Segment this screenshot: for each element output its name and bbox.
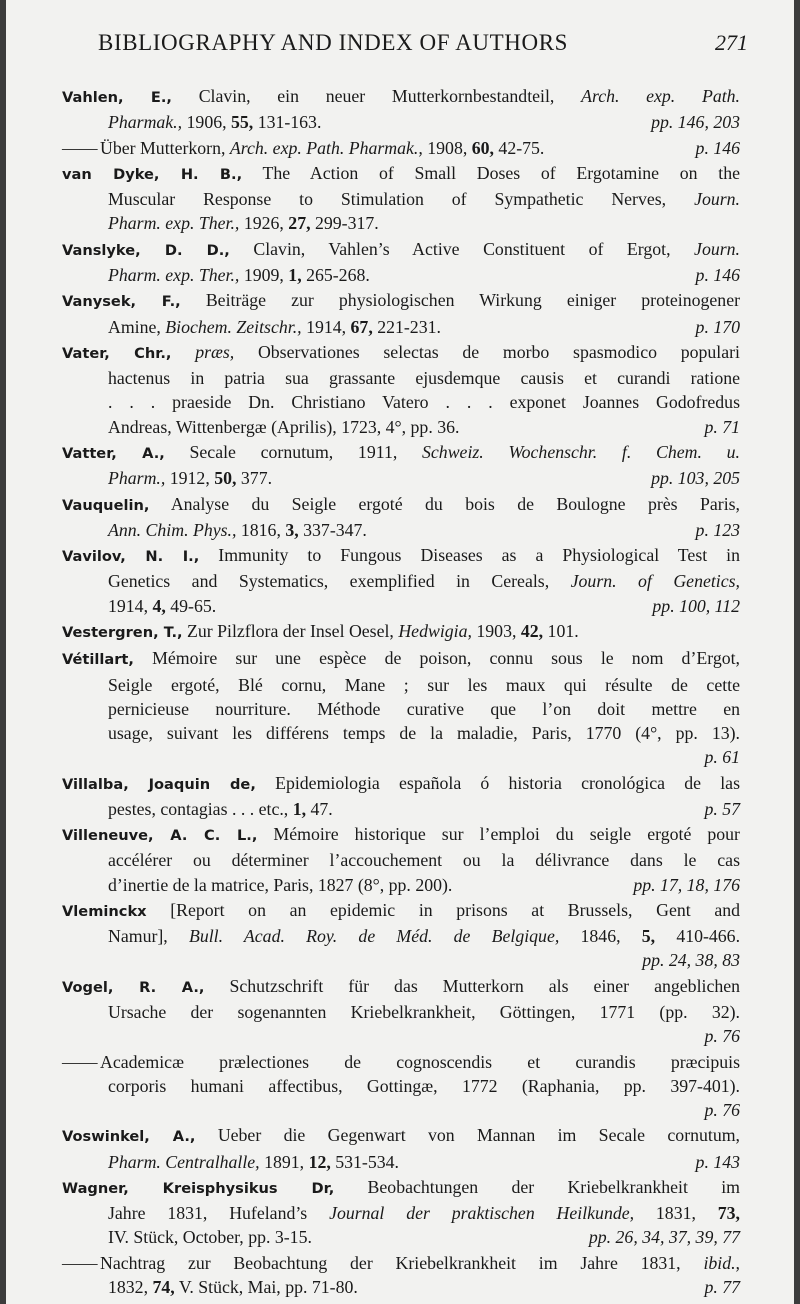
volume: 4, [152, 595, 166, 616]
entry-text: 410-466. [676, 926, 741, 947]
bib-entry [62, 822, 740, 897]
author-name: Vestergren, T., [62, 623, 183, 641]
bib-entry [62, 237, 740, 287]
page-refs: pp. 17, 18, 176 [633, 874, 740, 895]
page-refs: p. 143 [695, 1151, 740, 1172]
journal-title: Pharm. exp. Ther., [108, 264, 240, 285]
author-name: Vater, Chr., [62, 344, 172, 362]
entry-text: 131-163. [257, 112, 322, 133]
author-name: Vleminckx [62, 902, 147, 920]
bibliography-list [62, 84, 740, 1300]
bib-entry [62, 340, 740, 439]
entry-text: Seigle ergoté, Blé cornu, Mane ; sur les maux qui résulte de cette [108, 674, 740, 695]
entry-text: 221-231. [377, 316, 441, 337]
page-refs: p. 123 [695, 519, 740, 540]
entry-text: 1908, [427, 137, 468, 158]
page-refs: p. 77 [704, 1276, 740, 1297]
journal-title: Pharm., [108, 468, 166, 489]
ditto-dash: —— [62, 1051, 98, 1072]
entry-text: 1914, [306, 316, 347, 337]
entry-text: 377. [240, 468, 273, 489]
author-name: Vétillart, [62, 651, 134, 669]
author-name: Voswinkel, A., [62, 1128, 196, 1146]
entry-text: Clavin, Vahlen’s Active Constituent of Ergot, [253, 238, 671, 259]
journal-title: Hedwigia, [398, 620, 472, 641]
entry-text: Ursache der sogenannten Kriebelkrankheit, Göttingen, 1771 (pp. 32). [108, 1001, 740, 1022]
entry-text: Mémoire sur une espèce de poison, connu sous le nom d’Ergot, [152, 648, 740, 669]
entry-text: 1912, [169, 468, 210, 489]
volume: 42, [520, 620, 544, 641]
entry-text: 1926, [243, 213, 284, 234]
entry-text: 265-268. [306, 264, 370, 285]
entry-text: pestes, contagias . . . etc., [108, 798, 289, 819]
entry-text: Secale cornutum, 1911, [189, 441, 398, 462]
entry-text: Beobachtungen der Kriebelkrankheit im [367, 1176, 740, 1197]
entry-text: Nachtrag zur Beobachtung der Kriebelkrankheit im Jahre 1831, [100, 1252, 681, 1273]
entry-text: usage, suivant les différens temps de la maladie, Paris, 1770 (4°, pp. 13). [108, 722, 740, 743]
entry-text: Epidemiologia española ó historia cronológica de las [275, 772, 740, 793]
entry-text: accélérer ou déterminer l’accouchement ou la délivrance dans le cas [108, 850, 740, 871]
journal-title: Bull. Acad. Roy. de Méd. de Belgique, [188, 926, 560, 947]
entry-text: Andreas, Wittenbergæ (Aprilis), 1723, 4°, pp. 36. [108, 416, 460, 437]
entry-text: The Action of Small Doses of Ergotamine on the [262, 162, 740, 183]
page-refs: pp. 103, 205 [651, 468, 740, 489]
entry-text: 101. [547, 620, 579, 641]
page-refs: p. 76 [704, 1026, 740, 1047]
volume: 3, [285, 519, 299, 540]
entry-text: 531-534. [335, 1151, 399, 1172]
author-name: Vavilov, N. I., [62, 548, 200, 566]
entry-text: 1906, [186, 112, 227, 133]
bib-entry [62, 771, 740, 821]
volume: 27, [288, 213, 311, 234]
journal-title: Journal der praktischen Heilkunde, [329, 1203, 635, 1224]
entry-text: Clavin, ein neuer Mutterkornbestandteil, [198, 86, 555, 106]
journal-title: Arch. exp. Path. [581, 86, 740, 106]
bib-entry [62, 543, 740, 618]
entry-text: 47. [310, 798, 333, 819]
author-name: Vahlen, E., [62, 89, 172, 106]
journal-title: Pharmak., [108, 112, 183, 133]
entry-text: Observationes selectas de morbo spasmodico populari [257, 341, 740, 362]
entry-text: Ueber die Gegenwart von Mannan im Secale cornutum, [217, 1125, 741, 1146]
book-page [6, 0, 794, 1304]
entry-text: Jahre 1831, Hufeland’s [108, 1203, 308, 1224]
bib-entry [62, 1175, 740, 1250]
volume: 1, [292, 798, 307, 819]
page-header [86, 30, 746, 66]
entry-text: corporis humani affectibus, Gottingæ, 1772 (Raphania, pp. 397-401). [108, 1075, 740, 1096]
author-name: Villeneuve, A. C. L., [62, 827, 258, 845]
running-title: BIBLIOGRAPHY AND INDEX OF AUTHORS [98, 30, 569, 55]
entry-text: 337-347. [303, 519, 367, 540]
author-name: Wagner, Kreisphysikus Dr, [62, 1179, 335, 1197]
volume: 74, [152, 1276, 175, 1297]
journal-title: Ann. Chim. Phys., [108, 519, 237, 540]
bib-entry [62, 646, 740, 769]
author-name: Villalba, Joaquin de, [62, 775, 256, 793]
bib-entry [62, 288, 740, 338]
entry-text: 299-317. [314, 213, 379, 234]
bib-entry [62, 1251, 740, 1299]
entry-text: Über Mutterkorn, [100, 137, 226, 158]
entry-text: 1831, [655, 1203, 696, 1224]
author-name: Vatter, A., [62, 444, 165, 462]
journal-title: Arch. exp. Path. Pharmak., [229, 137, 423, 158]
bib-entry [62, 1050, 740, 1123]
journal-title: Pharm. Centralhalle, [108, 1151, 260, 1172]
entry-text: [Report on an epidemic in prisons at Brussels, Gent and [170, 899, 740, 920]
entry-text: 1914, [108, 595, 149, 616]
entry-text: 49-65. [170, 595, 217, 616]
entry-text: Zur Pilzflora der Insel Oesel, [187, 620, 394, 641]
entry-text: Genetics and Systematics, exemplified in Cereals, [108, 571, 550, 592]
journal-title: Schweiz. Wochenschr. f. Chem. u. [422, 441, 740, 462]
entry-text: 1816, [240, 519, 281, 540]
bib-entry [62, 1123, 740, 1173]
entry-text: d’inertie de la matrice, Paris, 1827 (8°, pp. 200). [108, 874, 453, 895]
entry-text: 1846, [580, 926, 621, 947]
journal-title: Journ. of Genetics, [570, 571, 740, 592]
bib-entry [62, 898, 740, 973]
entry-text: Amine, [108, 316, 161, 337]
volume: 50, [214, 468, 237, 489]
journal-title: Biochem. Zeitschr., [165, 316, 302, 337]
page-refs: p. 170 [695, 316, 740, 337]
entry-text: pernicieuse nourriture. Méthode curative que l’on doit mettre en [108, 698, 740, 719]
page-refs: pp. 146, 203 [651, 112, 740, 133]
page-refs: pp. 100, 112 [652, 595, 740, 616]
entry-text: . . . praeside Dn. Christiano Vatero . . . exponet Joannes Godofredus [108, 392, 740, 413]
journal-title: Pharm. exp. Ther., [108, 213, 240, 234]
entry-text: Analyse du Seigle ergoté du bois de Boulogne près Paris, [170, 493, 740, 514]
entry-text: Schutzschrift für das Mutterkorn als einer angeblichen [229, 975, 741, 996]
page-refs: pp. 24, 38, 83 [642, 950, 740, 971]
entry-text: præs, [195, 341, 235, 362]
entry-text: Beiträge zur physiologischen Wirkung einiger proteinogener [205, 290, 741, 311]
ditto-dash: —— [62, 137, 98, 158]
entry-text: Academicæ prælectiones de cognoscendis et curandis præcipuis [100, 1051, 740, 1072]
entry-text: Muscular Response to Stimulation of Sympathetic Nerves, [108, 189, 667, 210]
entry-text: 1832, [108, 1276, 149, 1297]
volume: 67, [350, 316, 373, 337]
bib-entry [62, 84, 740, 134]
author-name: Vanslyke, D. D., [62, 241, 230, 259]
volume: 12, [308, 1151, 331, 1172]
entry-text: Immunity to Fungous Diseases as a Physiological Test in [218, 545, 740, 566]
bib-entry [62, 619, 740, 645]
volume: 55, [231, 112, 254, 133]
journal-title: Journ. [694, 189, 740, 210]
page-refs: p. 71 [704, 416, 740, 437]
entry-text: IV. Stück, October, pp. 3-15. [108, 1227, 312, 1248]
author-name: Vanysek, F., [62, 293, 181, 311]
page-refs: p. 61 [704, 747, 740, 768]
bib-entry [62, 492, 740, 542]
entry-text: hactenus in patria sua grassante ejusdemque causis et curandi ratione [108, 368, 740, 389]
volume: 1, [288, 264, 302, 285]
author-name: van Dyke, H. B., [62, 165, 243, 183]
journal-title: ibid., [703, 1252, 740, 1273]
journal-title: Journ. [694, 238, 740, 259]
author-name: Vauquelin, [62, 496, 150, 514]
entry-text: Namur], [108, 926, 168, 947]
bib-entry [62, 974, 740, 1049]
page-refs: p. 76 [704, 1099, 740, 1120]
entry-text: 42-75. [498, 137, 545, 158]
volume: 5, [641, 926, 656, 947]
page-refs: p. 146 [695, 137, 740, 158]
page-number: 271 [715, 30, 748, 55]
entry-text: 1909, [243, 264, 284, 285]
bib-entry [62, 161, 740, 236]
entry-text: 1903, [476, 620, 517, 641]
entry-text: Mémoire historique sur l’emploi du seigle ergoté pour [273, 824, 740, 845]
bib-entry [62, 440, 740, 490]
volume: 60, [471, 137, 494, 158]
page-refs: p. 146 [695, 264, 740, 285]
bib-entry [62, 136, 740, 160]
page-refs: p. 57 [704, 798, 740, 819]
page-refs: pp. 26, 34, 37, 39, 77 [588, 1227, 740, 1248]
entry-text: 1891, [264, 1151, 305, 1172]
volume: 73, [717, 1203, 740, 1224]
ditto-dash: —— [62, 1252, 98, 1273]
author-name: Vogel, R. A., [62, 978, 205, 996]
entry-text: V. Stück, Mai, pp. 71-80. [178, 1276, 358, 1297]
